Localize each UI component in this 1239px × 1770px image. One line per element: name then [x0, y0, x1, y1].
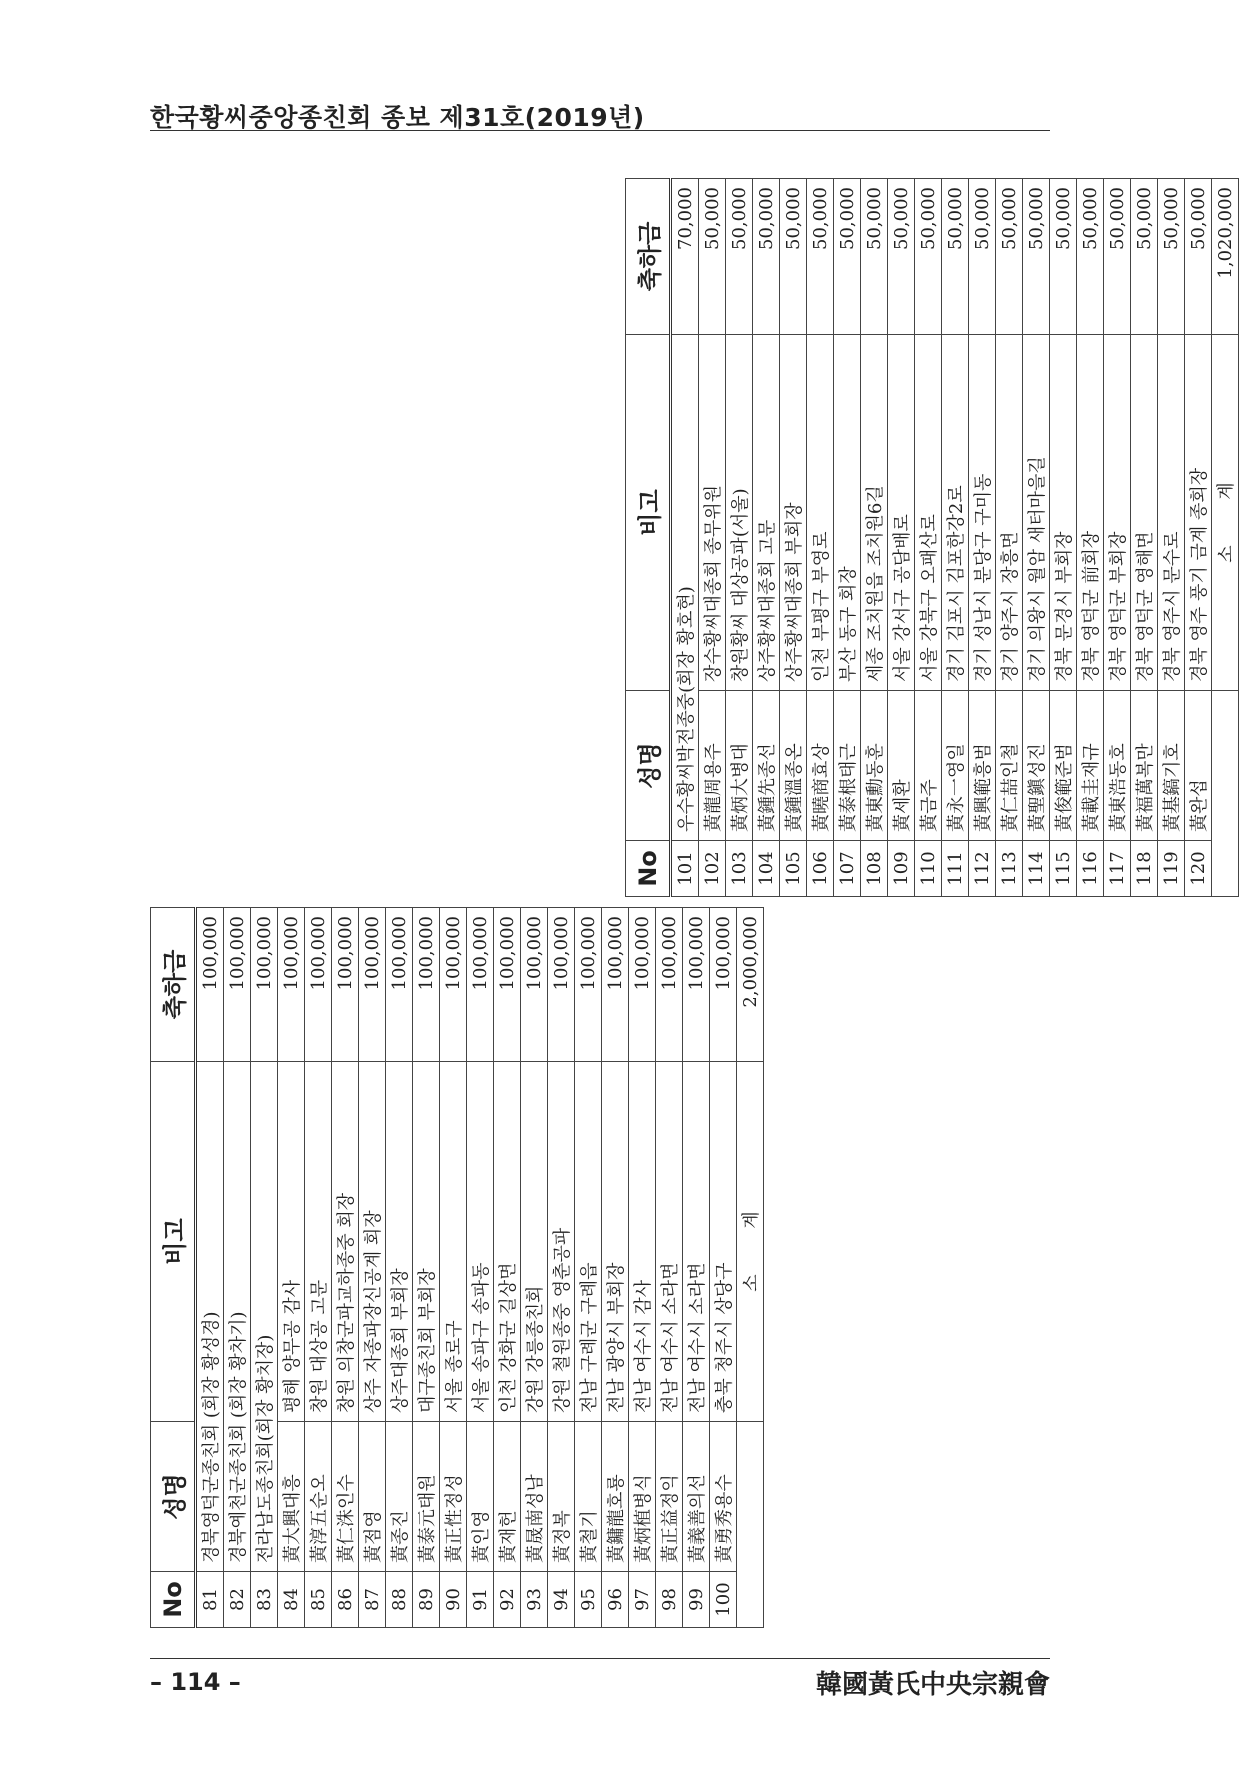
- row-number: 85: [305, 1572, 332, 1628]
- donation-table-81-100: [150, 908, 762, 1628]
- row-name: 黃晟南성남: [521, 1422, 548, 1572]
- row-name: 黃완섭: [1185, 691, 1212, 841]
- row-amount: 50,000: [1023, 179, 1050, 335]
- column-header-note: 비고: [151, 1062, 196, 1422]
- row-amount: 100,000: [656, 908, 683, 1062]
- column-header-amount: 축하금: [151, 908, 196, 1062]
- row-name: 黃인영: [467, 1422, 494, 1572]
- subtotal-spacer: [1212, 691, 1239, 897]
- row-amount: 100,000: [386, 908, 413, 1062]
- row-note: 경북 문경시 부회장: [1050, 335, 1077, 691]
- row-amount: 50,000: [888, 179, 915, 335]
- table-row: [575, 908, 602, 1628]
- table-row: [753, 179, 780, 897]
- table-row: [1050, 179, 1077, 897]
- row-name: 黃鍾先종선: [753, 691, 780, 841]
- row-name: 黃炳植병식: [629, 1422, 656, 1572]
- row-amount: 100,000: [224, 908, 251, 1062]
- table-row: [996, 179, 1023, 897]
- row-name: 黃泰元태원: [413, 1422, 440, 1572]
- row-note: 전남 광양시 부회장: [602, 1062, 629, 1422]
- row-number: 91: [467, 1572, 494, 1628]
- row-number: 97: [629, 1572, 656, 1628]
- row-name: 黃종진: [386, 1422, 413, 1572]
- row-number: 84: [278, 1572, 305, 1628]
- table-row: [413, 908, 440, 1628]
- row-amount: 50,000: [861, 179, 888, 335]
- row-name: 黃재헌: [494, 1422, 521, 1572]
- row-name: 黃東勳동훈: [861, 691, 888, 841]
- row-amount: 50,000: [1104, 179, 1131, 335]
- table-row: [710, 908, 737, 1628]
- row-note: 상주황씨대종회 고문: [753, 335, 780, 691]
- row-amount: 50,000: [996, 179, 1023, 335]
- row-number: 113: [996, 841, 1023, 897]
- row-name: 黃正性정성: [440, 1422, 467, 1572]
- table-row: [726, 179, 753, 897]
- subtotal-amount: 2,000,000: [737, 908, 764, 1062]
- row-note: 상주 자종파장신공계 회장: [359, 1062, 386, 1422]
- row-number: 90: [440, 1572, 467, 1628]
- row-number: 98: [656, 1572, 683, 1628]
- row-number: 95: [575, 1572, 602, 1628]
- row-number: 87: [359, 1572, 386, 1628]
- table-row: [942, 179, 969, 897]
- row-amount: 100,000: [467, 908, 494, 1062]
- row-note: 경기 의왕시 월암 새터마을길: [1023, 335, 1050, 691]
- row-number: 82: [224, 1572, 251, 1628]
- row-note: 인천 강화군 길상면: [494, 1062, 521, 1422]
- row-number: 112: [969, 841, 996, 897]
- row-name: 黃正益정익: [656, 1422, 683, 1572]
- row-number: 108: [861, 841, 888, 897]
- row-amount: 100,000: [278, 908, 305, 1062]
- donation-table-101-120: [625, 179, 1237, 897]
- table-row: [278, 908, 305, 1628]
- row-note: 평해 양무공 감사: [278, 1062, 305, 1422]
- row-amount: 100,000: [629, 908, 656, 1062]
- table-row: [494, 908, 521, 1628]
- row-number: 92: [494, 1572, 521, 1628]
- row-amount: 50,000: [915, 179, 942, 335]
- row-name: 黃興範흥범: [969, 691, 996, 841]
- table-row: [1131, 179, 1158, 897]
- table-row: [683, 908, 710, 1628]
- row-name: 黃鏞龍호룡: [602, 1422, 629, 1572]
- row-name: 黃曉商효상: [807, 691, 834, 841]
- column-header-name: 성명: [626, 691, 671, 841]
- row-note: 서울 종로구: [440, 1062, 467, 1422]
- table-row: [251, 908, 278, 1628]
- row-number: 110: [915, 841, 942, 897]
- row-note: 경기 김포시 김포한강2로: [942, 335, 969, 691]
- subtotal-amount: 1,020,000: [1212, 179, 1239, 335]
- row-name: 黃基鎬기호: [1158, 691, 1185, 841]
- organization-name: 韓國黃氏中央宗親會: [815, 1670, 1050, 1700]
- row-name: 黃泰根태근: [834, 691, 861, 841]
- row-number: 111: [942, 841, 969, 897]
- row-name: 黃聖鎭성진: [1023, 691, 1050, 841]
- table-row: [521, 908, 548, 1628]
- row-amount: 50,000: [699, 179, 726, 335]
- row-name: 黃大興대흥: [278, 1422, 305, 1572]
- row-number: 99: [683, 1572, 710, 1628]
- row-note: 전남 여수시 소라면: [683, 1062, 710, 1422]
- row-number: 93: [521, 1572, 548, 1628]
- row-note: 장수황씨대종회 종무위원: [699, 335, 726, 691]
- table-row: [861, 179, 888, 897]
- row-name: 경북예천군종친회 (회장 황차기): [224, 1062, 251, 1572]
- row-note: 서울 송파구 송파동: [467, 1062, 494, 1422]
- row-number: 81: [196, 1572, 224, 1628]
- row-name: 黃세환: [888, 691, 915, 841]
- table-row: [602, 908, 629, 1628]
- row-note: 경북 영주 풍기 금계 종회장: [1185, 335, 1212, 691]
- table-row: [656, 908, 683, 1628]
- header-divider: [150, 130, 1050, 131]
- row-number: 100: [710, 1572, 737, 1628]
- row-number: 104: [753, 841, 780, 897]
- row-name: 黃철기: [575, 1422, 602, 1572]
- row-amount: 100,000: [440, 908, 467, 1062]
- table-row: [915, 179, 942, 897]
- row-amount: 50,000: [1050, 179, 1077, 335]
- row-amount: 100,000: [305, 908, 332, 1062]
- column-header-note: 비고: [626, 335, 671, 691]
- row-name: 우수황씨박전종중(회장 황호현): [671, 335, 699, 841]
- table-row: [699, 179, 726, 897]
- row-note: 전남 여수시 소라면: [656, 1062, 683, 1422]
- table-row: [1158, 179, 1185, 897]
- row-note: 경북 영덕군 영해면: [1131, 335, 1158, 691]
- row-amount: 100,000: [359, 908, 386, 1062]
- row-amount: 50,000: [1077, 179, 1104, 335]
- row-number: 109: [888, 841, 915, 897]
- row-amount: 50,000: [834, 179, 861, 335]
- row-note: 창원 의창군파교하종중 회장: [332, 1062, 359, 1422]
- row-name: 黃勇秀용수: [710, 1422, 737, 1572]
- row-name: 黃東浩동호: [1104, 691, 1131, 841]
- row-amount: 100,000: [548, 908, 575, 1062]
- row-number: 118: [1131, 841, 1158, 897]
- row-number: 101: [671, 841, 699, 897]
- table-row: [305, 908, 332, 1628]
- page-number: – 114 –: [150, 1668, 241, 1696]
- column-header-amount: 축하금: [626, 179, 671, 335]
- row-note: 창원황씨 대상공파(서울): [726, 335, 753, 691]
- row-name: 黃義善의선: [683, 1422, 710, 1572]
- table-row: [332, 908, 359, 1628]
- row-name: 黃仁喆인철: [996, 691, 1023, 841]
- row-name: 黃炳大병대: [726, 691, 753, 841]
- row-amount: 100,000: [710, 908, 737, 1062]
- subtotal-spacer: [737, 1422, 764, 1628]
- column-header-no: No: [626, 841, 671, 897]
- row-note: 경기 성남시 분당구 구미동: [969, 335, 996, 691]
- row-name: 黃점영: [359, 1422, 386, 1572]
- row-amount: 50,000: [726, 179, 753, 335]
- row-amount: 50,000: [942, 179, 969, 335]
- row-note: 전남 구례군 구례읍: [575, 1062, 602, 1422]
- subtotal-row: [737, 908, 764, 1628]
- row-note: 경북 영주시 문수로: [1158, 335, 1185, 691]
- table-row: [834, 179, 861, 897]
- row-note: 서울 강서구 공담배로: [888, 335, 915, 691]
- row-number: 83: [251, 1572, 278, 1628]
- row-amount: 100,000: [413, 908, 440, 1062]
- row-amount: 50,000: [1185, 179, 1212, 335]
- column-header-no: No: [151, 1572, 196, 1628]
- table-row: [467, 908, 494, 1628]
- row-name: 黃龍周용주: [699, 691, 726, 841]
- row-amount: 70,000: [671, 179, 699, 335]
- page-header-title: 한국황씨중앙종친회 종보 제31호(2019년): [150, 103, 645, 132]
- table-row: [1023, 179, 1050, 897]
- row-note: 충북 청주시 상당구: [710, 1062, 737, 1422]
- row-number: 119: [1158, 841, 1185, 897]
- row-number: 114: [1023, 841, 1050, 897]
- row-number: 107: [834, 841, 861, 897]
- row-number: 96: [602, 1572, 629, 1628]
- footer-divider: [150, 1658, 1050, 1659]
- row-amount: 100,000: [332, 908, 359, 1062]
- row-number: 88: [386, 1572, 413, 1628]
- row-amount: 50,000: [780, 179, 807, 335]
- row-number: 94: [548, 1572, 575, 1628]
- row-note: 강원 철원종중 영춘공파: [548, 1062, 575, 1422]
- row-amount: 100,000: [196, 908, 224, 1062]
- table-row: [548, 908, 575, 1628]
- row-amount: 100,000: [251, 908, 278, 1062]
- row-amount: 100,000: [683, 908, 710, 1062]
- row-amount: 50,000: [1158, 179, 1185, 335]
- row-note: 창원 대상공 고문: [305, 1062, 332, 1422]
- row-note: 경북 영덕군 부회장: [1104, 335, 1131, 691]
- row-note: 서울 강북구 오패산로: [915, 335, 942, 691]
- row-amount: 100,000: [602, 908, 629, 1062]
- row-number: 116: [1077, 841, 1104, 897]
- row-name: 黃俊範준범: [1050, 691, 1077, 841]
- row-note: 경북 영덕군 前회장: [1077, 335, 1104, 691]
- row-amount: 50,000: [969, 179, 996, 335]
- table-row: [224, 908, 251, 1628]
- row-note: 경기 양주시 장흥면: [996, 335, 1023, 691]
- row-note: 상주대종회 부회장: [386, 1062, 413, 1422]
- row-note: 부산 동구 회장: [834, 335, 861, 691]
- table-row: [359, 908, 386, 1628]
- row-number: 86: [332, 1572, 359, 1628]
- table-row: [888, 179, 915, 897]
- row-number: 120: [1185, 841, 1212, 897]
- row-name: 黃淳五순오: [305, 1422, 332, 1572]
- table-row: [807, 179, 834, 897]
- table-row: [1077, 179, 1104, 897]
- row-number: 89: [413, 1572, 440, 1628]
- row-amount: 50,000: [807, 179, 834, 335]
- subtotal-label: 소 계: [737, 1062, 764, 1422]
- row-number: 103: [726, 841, 753, 897]
- table-row: [386, 908, 413, 1628]
- row-number: 117: [1104, 841, 1131, 897]
- row-name: 黃載圭재규: [1077, 691, 1104, 841]
- row-name: 黃仁洙인수: [332, 1422, 359, 1572]
- row-note: 강원 강릉종친회: [521, 1062, 548, 1422]
- column-header-name: 성명: [151, 1422, 196, 1572]
- table-row: [780, 179, 807, 897]
- subtotal-label: 소 계: [1212, 335, 1239, 691]
- table-row: [196, 908, 224, 1628]
- row-amount: 100,000: [494, 908, 521, 1062]
- row-note: 인천 부평구 부영로: [807, 335, 834, 691]
- table-header-row: [151, 908, 196, 1628]
- row-number: 102: [699, 841, 726, 897]
- row-name: 黃정복: [548, 1422, 575, 1572]
- row-amount: 50,000: [1131, 179, 1158, 335]
- row-note: 상주황씨대종회 부회장: [780, 335, 807, 691]
- row-name: 黃永一영일: [942, 691, 969, 841]
- row-name: 黃鍾溫종온: [780, 691, 807, 841]
- row-number: 105: [780, 841, 807, 897]
- row-note: 세종 조치원읍 조치원6길: [861, 335, 888, 691]
- row-name: 경북영덕군종친회 (회장 황성경): [196, 1062, 224, 1572]
- row-amount: 50,000: [753, 179, 780, 335]
- row-number: 106: [807, 841, 834, 897]
- table-row: [440, 908, 467, 1628]
- row-amount: 100,000: [521, 908, 548, 1062]
- table-row: [671, 179, 699, 897]
- table-row: [969, 179, 996, 897]
- row-note: 전남 여수시 감사: [629, 1062, 656, 1422]
- table-row: [1185, 179, 1212, 897]
- row-name: 전라남도종친회(회장 황치장): [251, 1062, 278, 1572]
- subtotal-row: [1212, 179, 1239, 897]
- table-row: [629, 908, 656, 1628]
- row-number: 115: [1050, 841, 1077, 897]
- table-header-row: [626, 179, 671, 897]
- table-row: [1104, 179, 1131, 897]
- row-note: 대구종친회 부회장: [413, 1062, 440, 1422]
- row-name: 黃福萬복만: [1131, 691, 1158, 841]
- row-amount: 100,000: [575, 908, 602, 1062]
- row-name: 黃금주: [915, 691, 942, 841]
